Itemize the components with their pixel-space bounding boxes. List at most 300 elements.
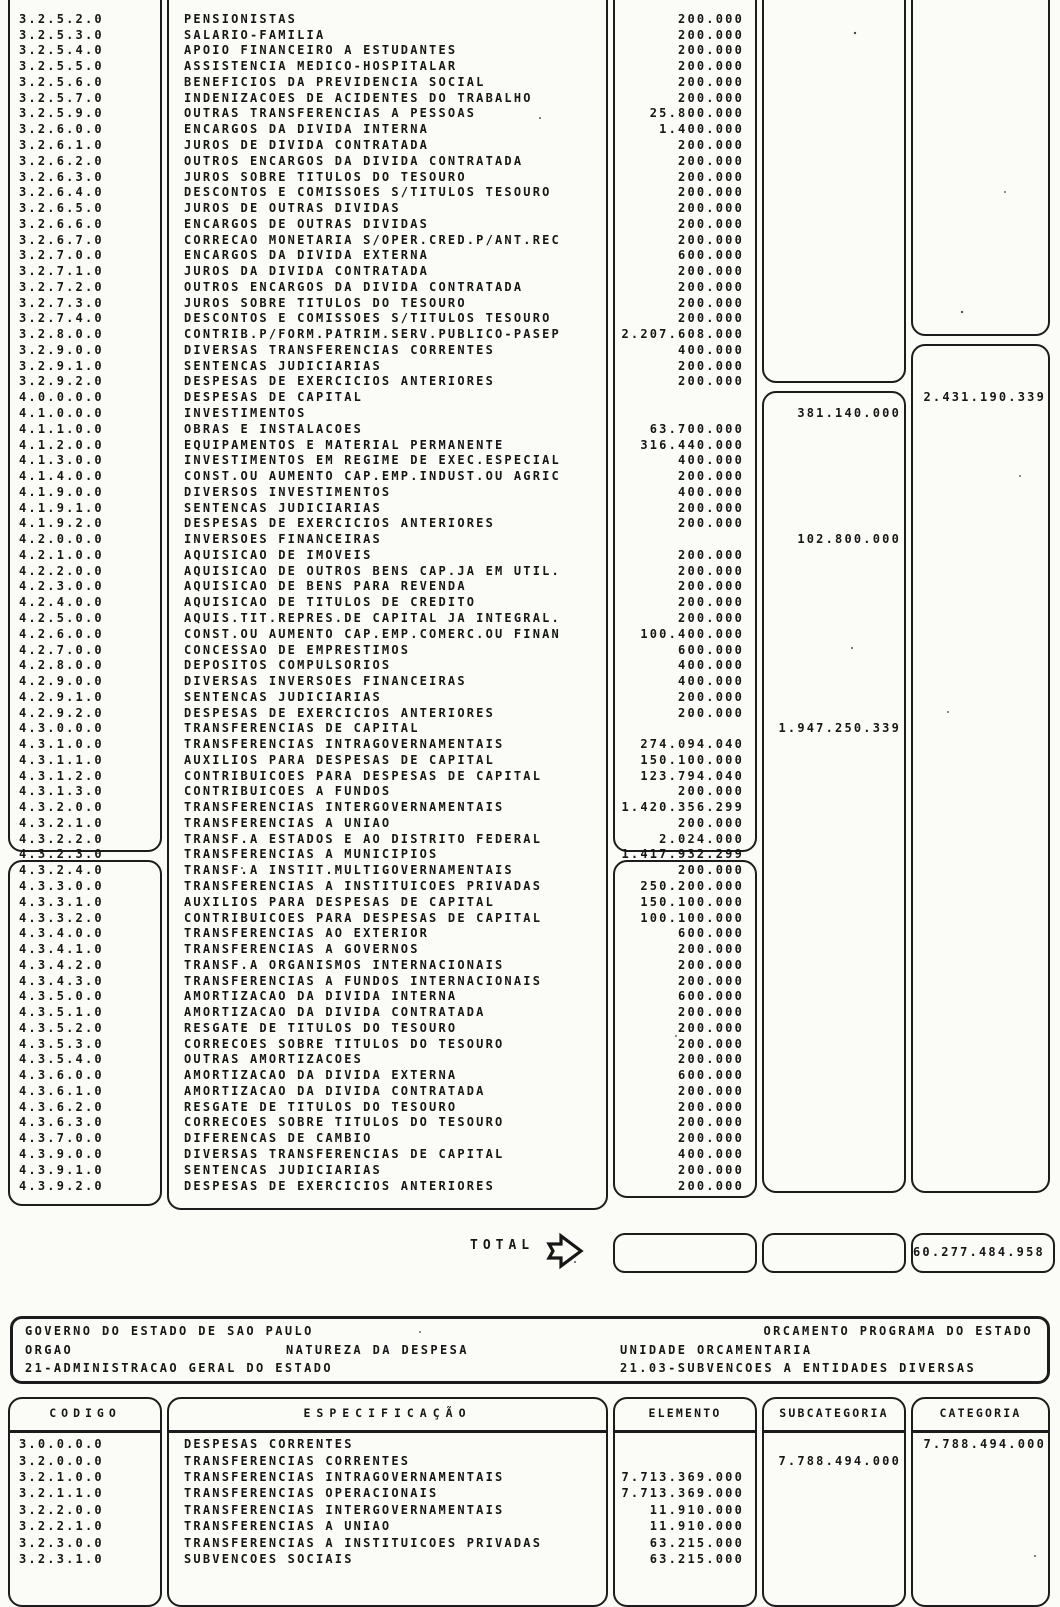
elemento-cell: 200.000	[678, 516, 744, 531]
spec-cell: SALARIO-FAMILIA	[184, 27, 326, 42]
table-row	[8, 563, 1050, 579]
table-row	[8, 862, 1050, 878]
table-row	[8, 642, 1050, 658]
spec-cell: TRANSFERENCIAS A UNIAO	[184, 1519, 392, 1534]
spec-cell: APOIO FINANCEIRO A ESTUDANTES	[184, 43, 458, 58]
table-row	[8, 1162, 1050, 1178]
header-separator	[911, 1430, 1050, 1433]
elemento-cell: 200.000	[678, 1005, 744, 1020]
code-cell: 4.3.1.3.0	[19, 784, 104, 799]
code-cell: 3.2.6.5.0	[19, 201, 104, 216]
code-cell: 4.2.6.0.0	[19, 626, 104, 641]
header-separator	[8, 1430, 162, 1433]
elemento-cell: 250.200.000	[640, 878, 744, 893]
table-row	[8, 1178, 1050, 1194]
spec-cell: AMORTIZACAO DA DIVIDA INTERNA	[184, 989, 458, 1004]
spec-cell: AMORTIZACAO DA DIVIDA CONTRATADA	[184, 1005, 486, 1020]
spec-cell: CONTRIBUICOES PARA DESPESAS DE CAPITAL	[184, 910, 543, 925]
spec-cell: TRANSF.A INSTIT.MULTIGOVERNAMENTAIS	[184, 863, 514, 878]
code-cell: 3.0.0.0.0	[19, 1437, 104, 1452]
col-header-subcategoria: SUBCATEGORIA	[779, 1406, 889, 1420]
code-cell: 4.2.9.1.0	[19, 689, 104, 704]
code-cell: 4.3.4.2.0	[19, 957, 104, 972]
spec-cell: DESPESAS DE EXERCICIOS ANTERIORES	[184, 374, 496, 389]
code-cell: 3.2.5.5.0	[19, 59, 104, 74]
code-cell: 3.2.7.2.0	[19, 279, 104, 294]
table-row	[8, 74, 1050, 90]
elemento-cell: 200.000	[678, 1178, 744, 1193]
table-row	[8, 153, 1050, 169]
elemento-cell: 200.000	[678, 1036, 744, 1051]
elemento-cell: 100.400.000	[640, 626, 744, 641]
code-cell: 3.2.9.0.0	[19, 342, 104, 357]
spec-cell: AQUISICAO DE BENS PARA REVENDA	[184, 579, 467, 594]
program-title: ORCAMENTO PROGRAMA DO ESTADO	[763, 1324, 1033, 1338]
code-cell: 4.3.4.1.0	[19, 942, 104, 957]
elemento-cell: 200.000	[678, 610, 744, 625]
table-row	[8, 831, 1050, 847]
elemento-cell: 7.713.369.000	[621, 1469, 744, 1484]
code-cell: 3.2.8.0.0	[19, 327, 104, 342]
spec-cell: AUXILIOS PARA DESPESAS DE CAPITAL	[184, 894, 496, 909]
table-row	[8, 736, 1050, 752]
elemento-cell: 200.000	[678, 216, 744, 231]
code-cell: 4.3.5.0.0	[19, 989, 104, 1004]
spec-cell: AQUISICAO DE IMOVEIS	[184, 547, 373, 562]
code-cell: 3.2.6.1.0	[19, 138, 104, 152]
elemento-cell: 316.440.000	[640, 437, 744, 452]
table-row	[8, 941, 1050, 957]
orgao-value: 21-ADMINISTRACAO GERAL DO ESTADO	[25, 1361, 333, 1375]
spec-cell: DEPOSITOS COMPULSORIOS	[184, 658, 392, 673]
table-row	[8, 878, 1050, 894]
categoria-cell: 2.431.190.339	[923, 390, 1046, 405]
elemento-cell: 200.000	[678, 74, 744, 89]
spec-cell: SENTENCAS JUDICIARIAS	[184, 1162, 382, 1177]
spec-cell: OUTRAS TRANSFERENCIAS A PESSOAS	[184, 106, 477, 121]
natureza-label: NATUREZA DA DESPESA	[286, 1343, 469, 1357]
table-row	[8, 342, 1050, 358]
spec-cell: TRANSFERENCIAS CORRENTES	[184, 1453, 411, 1468]
elemento-cell: 1.417.932.299	[621, 847, 744, 862]
code-cell: 3.2.5.3.0	[19, 27, 104, 42]
spec-cell: DESPESAS DE EXERCICIOS ANTERIORES	[184, 516, 496, 531]
elemento-cell: 7.713.369.000	[621, 1486, 744, 1501]
code-cell: 4.2.4.0.0	[19, 595, 104, 610]
table-row	[8, 358, 1050, 374]
table-row	[8, 1020, 1050, 1036]
table-row	[8, 279, 1050, 295]
table-row	[8, 1436, 1050, 1452]
subcategoria-cell: 102.800.000	[797, 532, 901, 547]
code-cell: 4.2.2.0.0	[19, 563, 104, 578]
code-cell: 4.3.9.2.0	[19, 1178, 104, 1193]
spec-cell: CONTRIB.P/FORM.PATRIM.SERV.PUBLICO-PASEP	[184, 327, 561, 342]
code-cell: 4.3.6.2.0	[19, 1099, 104, 1114]
elemento-cell: 2.207.608.000	[621, 327, 744, 342]
table-row	[8, 326, 1050, 342]
code-cell: 4.2.3.0.0	[19, 579, 104, 594]
elemento-cell: 11.910.000	[649, 1519, 744, 1534]
spec-cell: TRANSFERENCIAS A MUNICIPIOS	[184, 847, 439, 862]
spec-cell: RESGATE DE TITULOS DO TESOURO	[184, 1020, 458, 1035]
code-cell: 4.3.5.3.0	[19, 1036, 104, 1051]
table-row	[8, 1052, 1050, 1068]
code-cell: 4.1.2.0.0	[19, 437, 104, 452]
spec-cell: DIVERSAS TRANSFERENCIAS CORRENTES	[184, 342, 496, 357]
table-row	[8, 973, 1050, 989]
spec-cell: TRANSFERENCIAS A INSTITUICOES PRIVADAS	[184, 1535, 543, 1550]
header-separator	[167, 1430, 608, 1433]
table-row	[8, 705, 1050, 721]
table-row	[8, 1469, 1050, 1485]
spec-cell: TRANSFERENCIAS INTRAGOVERNAMENTAIS	[184, 737, 505, 752]
table-row	[8, 594, 1050, 610]
elemento-cell: 1.420.356.299	[621, 800, 744, 815]
table-row	[8, 689, 1050, 705]
spec-cell: CONTRIBUICOES PARA DESPESAS DE CAPITAL	[184, 768, 543, 783]
code-cell: 4.3.2.0.0	[19, 800, 104, 815]
table-row	[8, 137, 1050, 153]
spec-cell: TRANSFERENCIAS INTERGOVERNAMENTAIS	[184, 800, 505, 815]
code-cell: 3.2.2.0.0	[19, 1502, 104, 1517]
table-row	[8, 247, 1050, 263]
elemento-cell: 400.000	[678, 342, 744, 357]
spec-cell: AMORTIZACAO DA DIVIDA CONTRATADA	[184, 1083, 486, 1098]
code-cell: 4.1.4.0.0	[19, 469, 104, 484]
table-row	[8, 405, 1050, 421]
elemento-cell: 200.000	[678, 579, 744, 594]
table-row	[8, 547, 1050, 563]
elemento-cell: 200.000	[678, 185, 744, 200]
code-cell: 4.3.5.1.0	[19, 1005, 104, 1020]
spec-cell: DESPESAS CORRENTES	[184, 1437, 354, 1452]
elemento-cell: 200.000	[678, 1020, 744, 1035]
code-cell: 3.2.7.0.0	[19, 248, 104, 263]
elemento-cell: 200.000	[678, 1052, 744, 1067]
spec-cell: AQUISICAO DE OUTROS BENS CAP.JA EM UTIL.	[184, 563, 561, 578]
spec-cell: DIVERSAS INVERSOES FINANCEIRAS	[184, 674, 467, 689]
continuation-rows	[8, 11, 1050, 1193]
code-cell: 4.1.9.2.0	[19, 516, 104, 531]
code-cell: 4.3.9.0.0	[19, 1147, 104, 1161]
code-cell: 4.2.0.0.0	[19, 532, 104, 547]
table-row	[8, 58, 1050, 74]
table-row	[8, 11, 1050, 27]
code-cell: 3.2.9.2.0	[19, 374, 104, 389]
code-cell: 4.1.9.0.0	[19, 484, 104, 499]
subcategoria-cell: 7.788.494.000	[778, 1453, 901, 1468]
table-row	[8, 500, 1050, 516]
code-cell: 4.1.1.0.0	[19, 421, 104, 436]
government-title: GOVERNO DO ESTADO DE SAO PAULO	[25, 1324, 314, 1338]
elemento-cell: 200.000	[678, 705, 744, 720]
elemento-cell: 200.000	[678, 43, 744, 58]
table-row	[8, 263, 1050, 279]
elemento-cell: 200.000	[678, 169, 744, 184]
table-row	[8, 1518, 1050, 1534]
spec-cell: CONST.OU AUMENTO CAP.EMP.INDUST.OU AGRIC	[184, 469, 561, 484]
table-row	[8, 1130, 1050, 1146]
table-row	[8, 421, 1050, 437]
spec-cell: TRANSFERENCIAS OPERACIONAIS	[184, 1486, 439, 1501]
subcategoria-cell: 381.140.000	[797, 406, 901, 421]
code-cell: 3.2.9.1.0	[19, 358, 104, 373]
table-row	[8, 799, 1050, 815]
code-cell: 4.3.4.0.0	[19, 926, 104, 941]
code-cell: 4.3.7.0.0	[19, 1131, 104, 1146]
elemento-cell: 200.000	[678, 784, 744, 799]
table-row	[8, 295, 1050, 311]
table-row	[8, 1004, 1050, 1020]
table-row	[8, 437, 1050, 453]
spec-cell: TRANSF.A ESTADOS E AO DISTRITO FEDERAL	[184, 831, 543, 846]
elemento-cell: 150.100.000	[640, 752, 744, 767]
spec-cell: BENEFICIOS DA PREVIDENCIA SOCIAL	[184, 74, 486, 89]
code-cell: 4.2.9.2.0	[19, 705, 104, 720]
elemento-cell: 200.000	[678, 11, 744, 26]
spec-cell: OUTRAS AMORTIZACOES	[184, 1052, 364, 1067]
code-cell: 4.3.1.0.0	[19, 737, 104, 752]
code-cell: 4.2.8.0.0	[19, 658, 104, 673]
table-row	[8, 957, 1050, 973]
table-row	[8, 910, 1050, 926]
spec-cell: DESCONTOS E COMISSOES S/TITULOS TESOURO	[184, 311, 552, 326]
spec-cell: INDENIZACOES DE ACIDENTES DO TRABALHO	[184, 90, 533, 105]
table-row	[8, 1115, 1050, 1131]
spec-cell: AUXILIOS PARA DESPESAS DE CAPITAL	[184, 752, 496, 767]
code-cell: 4.3.1.1.0	[19, 752, 104, 767]
code-cell: 4.3.0.0.0	[19, 721, 104, 736]
page-header-box	[10, 1316, 1050, 1384]
code-cell: 3.2.1.1.0	[19, 1486, 104, 1501]
code-cell: 4.3.5.2.0	[19, 1020, 104, 1035]
table-row	[8, 988, 1050, 1004]
code-cell: 3.2.6.4.0	[19, 185, 104, 200]
table-row	[8, 925, 1050, 941]
spec-cell: DIVERSOS INVESTIMENTOS	[184, 484, 392, 499]
elemento-cell: 200.000	[678, 973, 744, 988]
table-row	[8, 389, 1050, 405]
table-row	[8, 106, 1050, 122]
code-cell: 4.2.5.0.0	[19, 610, 104, 625]
total-subcategoria-box	[762, 1233, 906, 1273]
spec-cell: EQUIPAMENTOS E MATERIAL PERMANENTE	[184, 437, 505, 452]
elemento-cell: 200.000	[678, 311, 744, 326]
code-cell: 4.3.3.2.0	[19, 910, 104, 925]
code-cell: 4.3.2.4.0	[19, 863, 104, 878]
spec-cell: TRANSFERENCIAS A GOVERNOS	[184, 942, 420, 957]
code-cell: 4.3.3.0.0	[19, 878, 104, 893]
elemento-cell: 1.400.000	[659, 122, 744, 137]
total-label: TOTAL	[470, 1238, 535, 1253]
code-cell: 3.2.6.0.0	[19, 122, 104, 137]
spec-cell: OBRAS E INSTALACOES	[184, 421, 364, 436]
table-row	[8, 452, 1050, 468]
spec-cell: TRANSFERENCIAS INTRAGOVERNAMENTAIS	[184, 1469, 505, 1484]
spec-cell: SENTENCAS JUDICIARIAS	[184, 500, 382, 515]
elemento-cell: 200.000	[678, 469, 744, 484]
spec-cell: ENCARGOS DE OUTRAS DIVIDAS	[184, 216, 430, 231]
elemento-cell: 200.000	[678, 279, 744, 294]
table-row	[8, 484, 1050, 500]
spec-cell: TRANSFERENCIAS A UNIAO	[184, 815, 392, 830]
elemento-cell: 200.000	[678, 1162, 744, 1177]
spec-cell: TRANSFERENCIAS AO EXTERIOR	[184, 926, 430, 941]
table-row	[8, 531, 1050, 547]
elemento-cell: 200.000	[678, 863, 744, 878]
elemento-cell: 200.000	[678, 500, 744, 515]
table-row	[8, 894, 1050, 910]
code-cell: 4.3.4.3.0	[19, 973, 104, 988]
spec-cell: DIVERSAS TRANSFERENCIAS DE CAPITAL	[184, 1147, 505, 1161]
table-row	[8, 1083, 1050, 1099]
spec-cell: PENSIONISTAS	[184, 11, 298, 26]
col-header-categoria: CATEGORIA	[939, 1406, 1022, 1420]
table-row	[8, 232, 1050, 248]
categoria-cell: 7.788.494.000	[923, 1437, 1046, 1452]
spec-cell: CORRECOES SOBRE TITULOS DO TESOURO	[184, 1036, 505, 1051]
spec-cell: RESGATE DE TITULOS DO TESOURO	[184, 1099, 458, 1114]
spec-cell: JUROS DE DIVIDA CONTRATADA	[184, 138, 430, 152]
spec-cell: AMORTIZACAO DA DIVIDA EXTERNA	[184, 1068, 458, 1083]
code-cell: 3.2.6.2.0	[19, 153, 104, 168]
spec-cell: OUTROS ENCARGOS DA DIVIDA CONTRATADA	[184, 279, 524, 294]
code-cell: 4.3.3.1.0	[19, 894, 104, 909]
spec-cell: SUBVENCOES SOCIAIS	[184, 1551, 354, 1566]
table-row	[8, 1551, 1050, 1567]
code-cell: 3.2.5.9.0	[19, 106, 104, 121]
code-cell: 4.3.6.3.0	[19, 1115, 104, 1130]
code-cell: 4.2.7.0.0	[19, 642, 104, 657]
table-row	[8, 673, 1050, 689]
elemento-cell: 200.000	[678, 201, 744, 216]
spec-cell: INVESTIMENTOS EM REGIME DE EXEC.ESPECIAL	[184, 453, 561, 468]
table-row	[8, 1502, 1050, 1518]
code-cell: 3.2.2.1.0	[19, 1519, 104, 1534]
elemento-cell: 63.215.000	[649, 1535, 744, 1550]
code-cell: 4.3.9.1.0	[19, 1162, 104, 1177]
elemento-cell: 200.000	[678, 942, 744, 957]
code-cell: 3.2.7.3.0	[19, 295, 104, 310]
spec-cell: CONTRIBUICOES A FUNDOS	[184, 784, 392, 799]
spec-cell: SENTENCAS JUDICIARIAS	[184, 358, 382, 373]
table-row	[8, 1534, 1050, 1550]
code-cell: 3.2.6.6.0	[19, 216, 104, 231]
code-cell: 4.3.2.2.0	[19, 831, 104, 846]
elemento-cell: 400.000	[678, 484, 744, 499]
table-row	[8, 90, 1050, 106]
elemento-cell: 200.000	[678, 1131, 744, 1146]
elemento-cell: 200.000	[678, 1099, 744, 1114]
elemento-cell: 200.000	[678, 957, 744, 972]
spec-cell: DESPESAS DE CAPITAL	[184, 390, 364, 405]
table-row	[8, 516, 1050, 532]
table-row	[8, 1146, 1050, 1162]
code-cell: 3.2.6.3.0	[19, 169, 104, 184]
total-categoria-box	[911, 1233, 1055, 1273]
elemento-cell: 200.000	[678, 595, 744, 610]
table-row	[8, 847, 1050, 863]
code-cell: 3.2.7.4.0	[19, 311, 104, 326]
elemento-cell: 600.000	[678, 926, 744, 941]
total-arrow-icon	[543, 1232, 585, 1270]
table-row	[8, 657, 1050, 673]
table-row	[8, 1067, 1050, 1083]
table-row	[8, 752, 1050, 768]
spec-cell: TRANSFERENCIAS A INSTITUICOES PRIVADAS	[184, 878, 543, 893]
elemento-cell: 200.000	[678, 374, 744, 389]
table-row	[8, 200, 1050, 216]
elemento-cell: 400.000	[678, 674, 744, 689]
elemento-cell: 63.215.000	[649, 1551, 744, 1566]
table-row	[8, 579, 1050, 595]
spec-cell: AQUISICAO DE TITULOS DE CREDITO	[184, 595, 477, 610]
table-row	[8, 43, 1050, 59]
elemento-cell: 400.000	[678, 1147, 744, 1161]
code-cell: 4.2.9.0.0	[19, 674, 104, 689]
table-row	[8, 169, 1050, 185]
spec-cell: INVESTIMENTOS	[184, 406, 307, 421]
table-row	[8, 374, 1050, 390]
spec-cell: TRANSFERENCIAS A FUNDOS INTERNACIONAIS	[184, 973, 543, 988]
elemento-cell: 200.000	[678, 547, 744, 562]
table-row	[8, 768, 1050, 784]
elemento-cell: 123.794.040	[640, 768, 744, 783]
elemento-cell: 11.910.000	[649, 1502, 744, 1517]
elemento-cell: 200.000	[678, 90, 744, 105]
spec-cell: AQUIS.TIT.REPRES.DE CAPITAL JA INTEGRAL.	[184, 610, 561, 625]
code-cell: 3.2.5.7.0	[19, 90, 104, 105]
spec-cell: CONST.OU AUMENTO CAP.EMP.COMERC.OU FINAN	[184, 626, 561, 641]
elemento-cell: 25.800.000	[649, 106, 744, 121]
table-row	[8, 216, 1050, 232]
table-row	[8, 468, 1050, 484]
table-row	[8, 626, 1050, 642]
table-row	[8, 311, 1050, 327]
elemento-cell: 200.000	[678, 358, 744, 373]
table-row	[8, 720, 1050, 736]
elemento-cell: 200.000	[678, 232, 744, 247]
code-cell: 3.2.5.6.0	[19, 74, 104, 89]
spec-cell: CORRECAO MONETARIA S/OPER.CRED.P/ANT.REC	[184, 232, 561, 247]
spec-cell: ENCARGOS DA DIVIDA EXTERNA	[184, 248, 430, 263]
table-row	[8, 610, 1050, 626]
code-cell: 4.3.1.2.0	[19, 768, 104, 783]
table-row	[8, 1485, 1050, 1501]
elemento-cell: 400.000	[678, 658, 744, 673]
table-row	[8, 1099, 1050, 1115]
spec-cell: TRANSF.A ORGANISMOS INTERNACIONAIS	[184, 957, 505, 972]
elemento-cell: 200.000	[678, 295, 744, 310]
header-separator	[762, 1430, 906, 1433]
elemento-cell: 200.000	[678, 1083, 744, 1098]
elemento-cell: 2.024.000	[659, 831, 744, 846]
elemento-cell: 274.094.040	[640, 737, 744, 752]
elemento-cell: 400.000	[678, 453, 744, 468]
elemento-cell: 200.000	[678, 264, 744, 279]
spec-cell: SENTENCAS JUDICIARIAS	[184, 689, 382, 704]
table-row	[8, 184, 1050, 200]
code-cell: 4.1.9.1.0	[19, 500, 104, 515]
orgao-label: ORGAO	[25, 1343, 74, 1357]
code-cell: 4.1.3.0.0	[19, 453, 104, 468]
spec-cell: DESCONTOS E COMISSOES S/TITULOS TESOURO	[184, 185, 552, 200]
col-header-codigo: CODIGO	[49, 1406, 121, 1420]
spec-cell: DIFERENCAS DE CAMBIO	[184, 1131, 373, 1146]
spec-cell: JUROS DA DIVIDA CONTRATADA	[184, 264, 430, 279]
code-cell: 4.2.1.0.0	[19, 547, 104, 562]
